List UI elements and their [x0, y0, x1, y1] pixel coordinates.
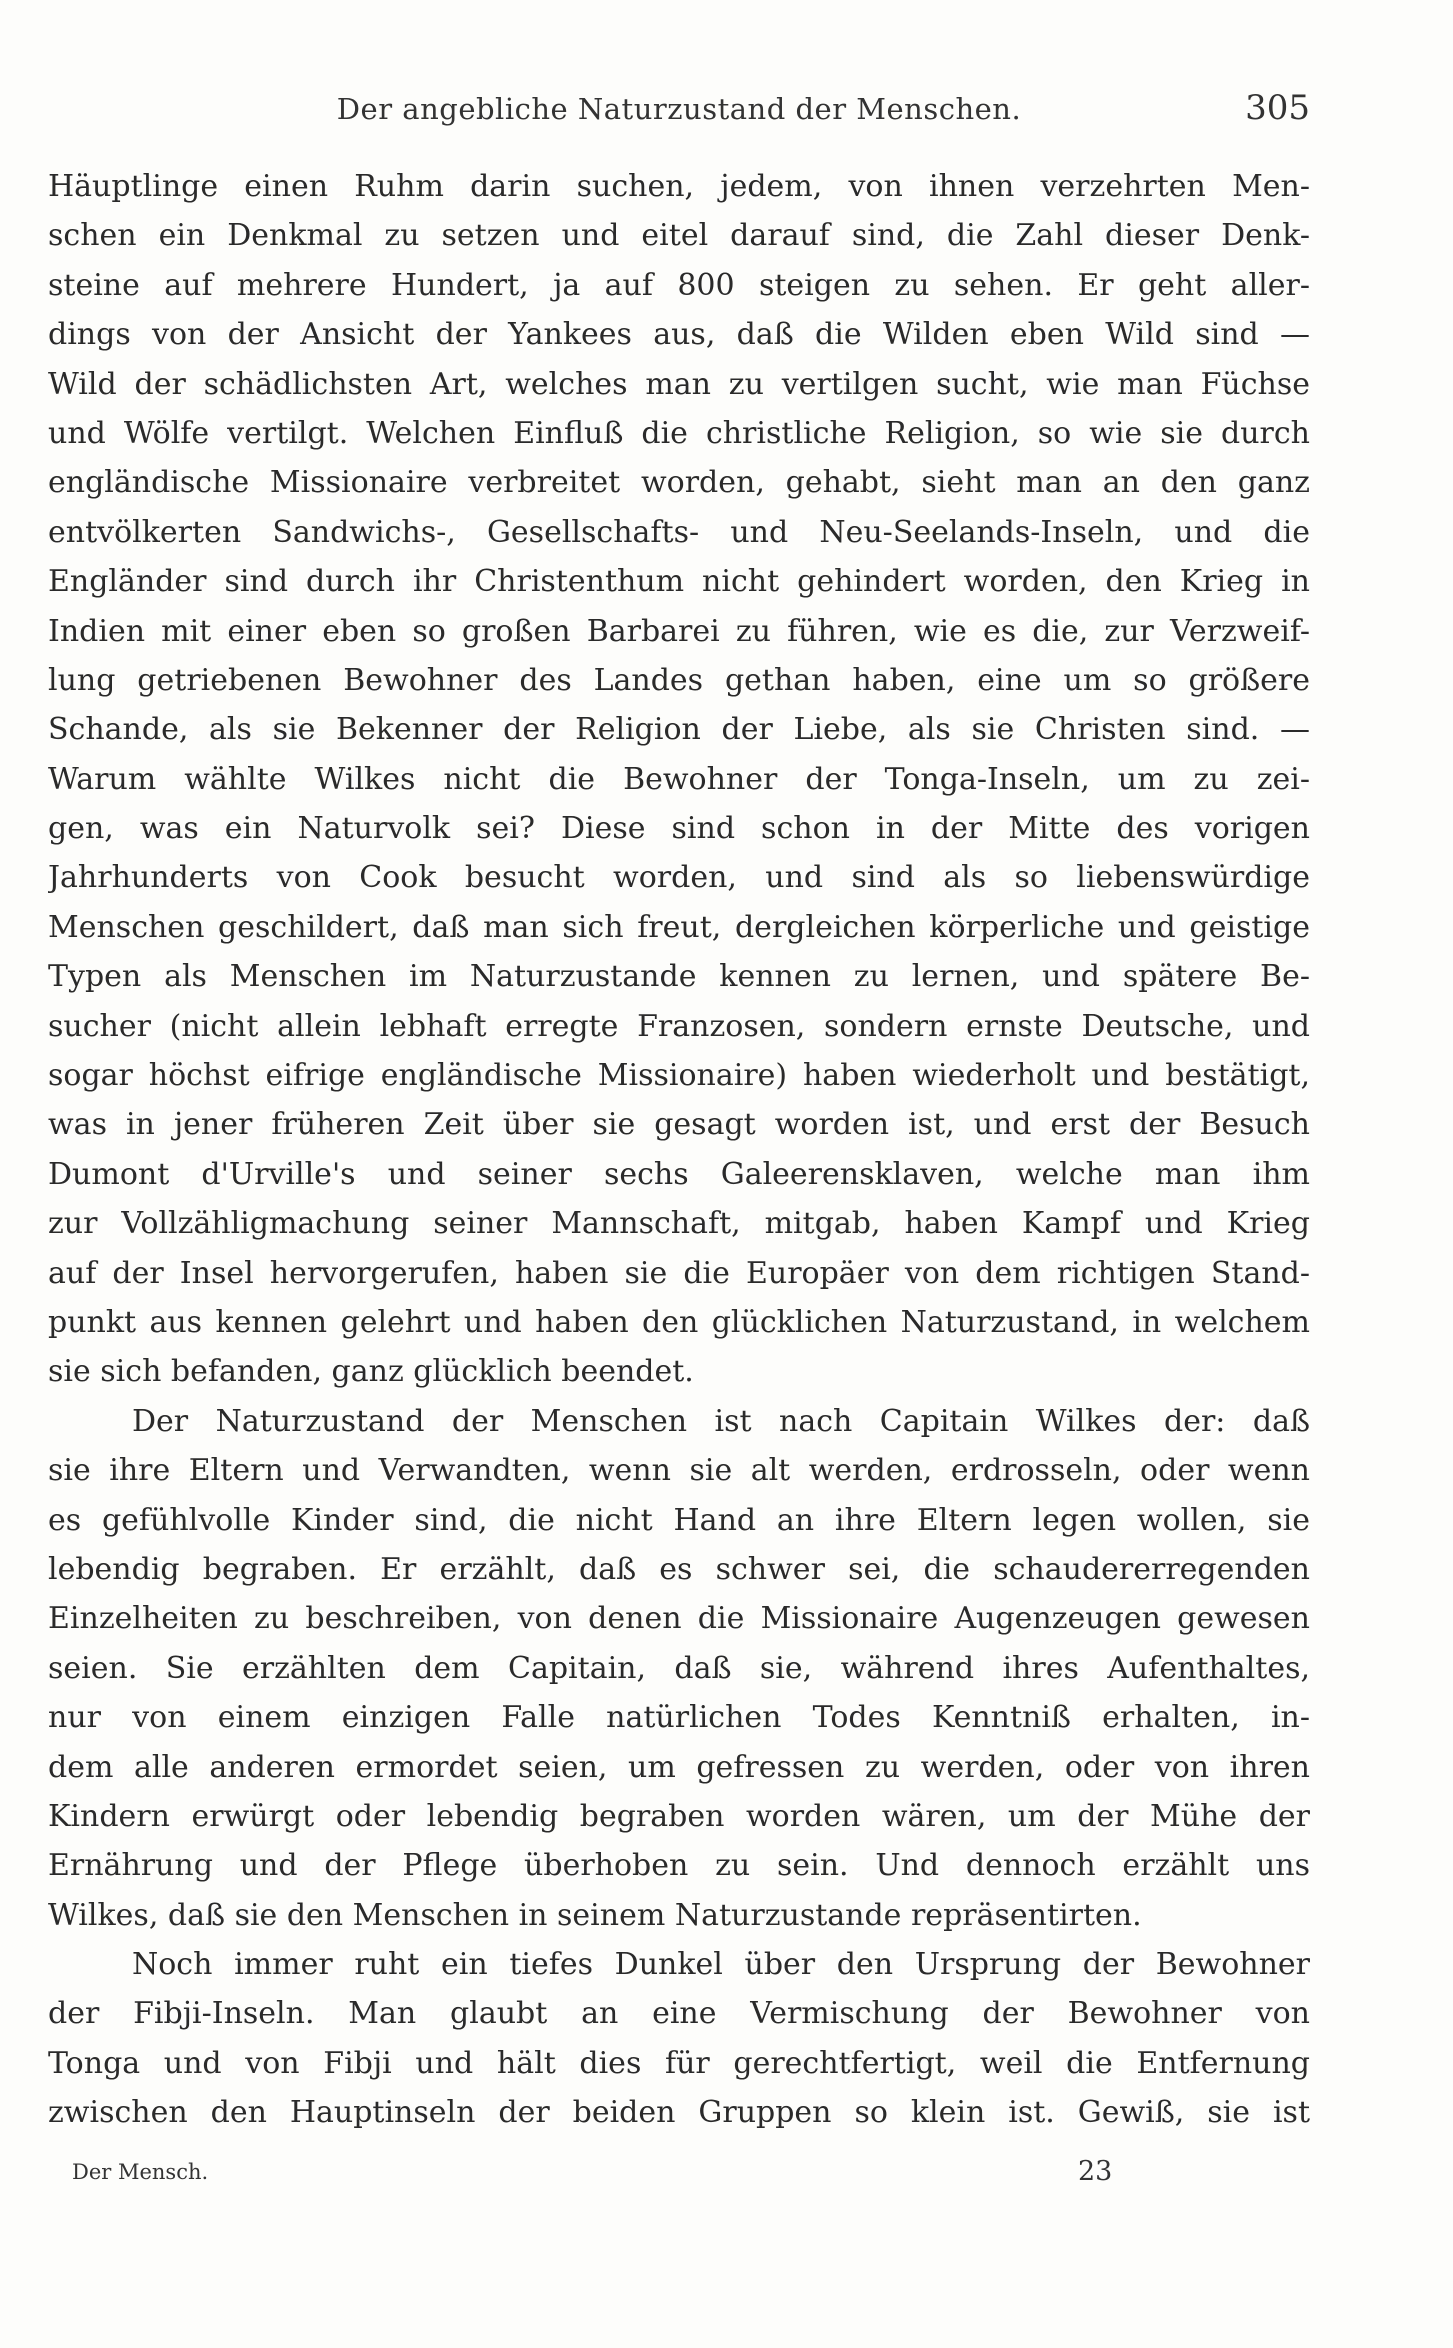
- paragraph: [48, 1940, 1310, 2138]
- text-line: was in jener früheren Zeit über sie gesagt worden ist, und erst der Besuch: [48, 1107, 1310, 1143]
- text-line: punkt aus kennen gelehrt und haben den glücklichen Naturzustand, in welchem: [48, 1304, 1310, 1340]
- sheet-number: 23: [1078, 2156, 1113, 2187]
- text-line: dings von der Ansicht der Yankees aus, daß die Wilden eben Wild sind —: [48, 317, 1310, 353]
- text-line: engländische Missionaire verbreitet worden, gehabt, sieht man an den ganz: [48, 465, 1310, 501]
- text-line: zwischen den Hauptinseln der beiden Gruppen so klein ist. Gewiß, sie ist: [48, 2095, 1310, 2131]
- text-line: Ernährung und der Pflege überhoben zu sein. Und dennoch erzählt uns: [48, 1848, 1310, 1884]
- text-line: lung getriebenen Bewohner des Landes gethan haben, eine um so größere: [48, 662, 1310, 698]
- text-line: auf der Insel hervorgerufen, haben sie die Europäer von dem richtigen Stand-: [48, 1255, 1310, 1291]
- text-line: Typen als Menschen im Naturzustande kennen zu lernen, und spätere Be-: [48, 959, 1310, 995]
- text-line: gen, was ein Naturvolk sei? Diese sind schon in der Mitte des vorigen: [48, 811, 1310, 847]
- text-line: Menschen geschildert, daß man sich freut, dergleichen körperliche und geistige: [48, 909, 1310, 945]
- text-line: und Wölfe vertilgt. Welchen Einfluß die christliche Religion, so wie sie durch: [48, 415, 1310, 451]
- text-line: sie ihre Eltern und Verwandten, wenn sie alt werden, erdrosseln, oder wenn: [48, 1453, 1310, 1489]
- text-line: schen ein Denkmal zu setzen und eitel darauf sind, die Zahl dieser Denk-: [48, 218, 1310, 254]
- text-line: Noch immer ruht ein tiefes Dunkel über den Ursprung der Bewohner: [132, 1947, 1310, 1983]
- text-line: Der Naturzustand der Menschen ist nach Capitain Wilkes der: daß: [132, 1403, 1310, 1439]
- text-line: sogar höchst eifrige engländische Missionaire) haben wiederholt und bestätigt,: [48, 1058, 1310, 1094]
- text-line: zur Vollzähligmachung seiner Mannschaft, mitgab, haben Kampf und Krieg: [48, 1206, 1310, 1242]
- text-line: lebendig begraben. Er erzählt, daß es schwer sei, die schaudererregenden: [48, 1551, 1310, 1587]
- text-line: Schande, als sie Bekenner der Religion der Liebe, als sie Christen sind. —: [48, 712, 1310, 748]
- running-title: Der angebliche Naturzustand der Menschen.: [336, 92, 1022, 126]
- text-line: Tonga und von Fibji und hält dies für gerechtfertigt, weil die Entfernung: [48, 2045, 1310, 2081]
- text-line: entvölkerten Sandwichs-, Gesellschafts- und Neu-Seelands-Inseln, und die: [48, 514, 1310, 550]
- text-line: Einzelheiten zu beschreiben, von denen die Missionaire Augenzeugen gewesen: [48, 1601, 1310, 1637]
- text-line: der Fibji-Inseln. Man glaubt an eine Vermischung der Bewohner von: [48, 1996, 1310, 2032]
- text-line: steine auf mehrere Hundert, ja auf 800 steigen zu sehen. Er geht aller-: [48, 267, 1310, 303]
- text-line: Häuptlinge einen Ruhm darin suchen, jedem, von ihnen verzehrten Men-: [48, 169, 1310, 204]
- text-line: es gefühlvolle Kinder sind, die nicht Hand an ihre Eltern legen wollen, sie: [48, 1502, 1310, 1538]
- text-line: nur von einem einzigen Falle natürlichen Todes Kenntniß erhalten, in-: [48, 1700, 1310, 1736]
- text-line: seien. Sie erzählten dem Capitain, daß sie, während ihres Aufenthaltes,: [48, 1650, 1310, 1686]
- text-line: Wild der schädlichsten Art, welches man zu vertilgen sucht, wie man Füchse: [48, 366, 1310, 402]
- paragraph: [48, 162, 1310, 1397]
- signature-mark: Der Mensch.: [72, 2160, 209, 2184]
- text-line: sucher (nicht allein lebhaft erregte Franzosen, sondern ernste Deutsche, und: [48, 1008, 1310, 1044]
- text-line: Kindern erwürgt oder lebendig begraben worden wären, um der Mühe der: [48, 1798, 1310, 1834]
- running-head: [48, 88, 1310, 136]
- text-line: Warum wählte Wilkes nicht die Bewohner der Tonga-Inseln, um zu zei-: [48, 761, 1310, 797]
- text-line: Dumont d'Urville's und seiner sechs Galeerensklaven, welche man ihm: [48, 1156, 1310, 1192]
- text-line: Indien mit einer eben so großen Barbarei zu führen, wie es die, zur Verzweif-: [48, 613, 1310, 649]
- text-line: Engländer sind durch ihr Christenthum nicht gehindert worden, den Krieg in: [48, 564, 1310, 600]
- text-line: Jahrhunderts von Cook besucht worden, und sind als so liebenswürdige: [48, 860, 1310, 896]
- text-line: sie sich befanden, ganz glücklich beendet.: [48, 1354, 694, 1390]
- text-line: Wilkes, daß sie den Menschen in seinem Naturzustande repräsentirten.: [48, 1897, 1142, 1933]
- page-footer: [48, 2156, 1310, 2200]
- page-number: 305: [1245, 88, 1310, 128]
- paragraph: [48, 1397, 1310, 1940]
- text-line: dem alle anderen ermordet seien, um gefressen zu werden, oder von ihren: [48, 1749, 1310, 1785]
- body-text: [48, 162, 1310, 2138]
